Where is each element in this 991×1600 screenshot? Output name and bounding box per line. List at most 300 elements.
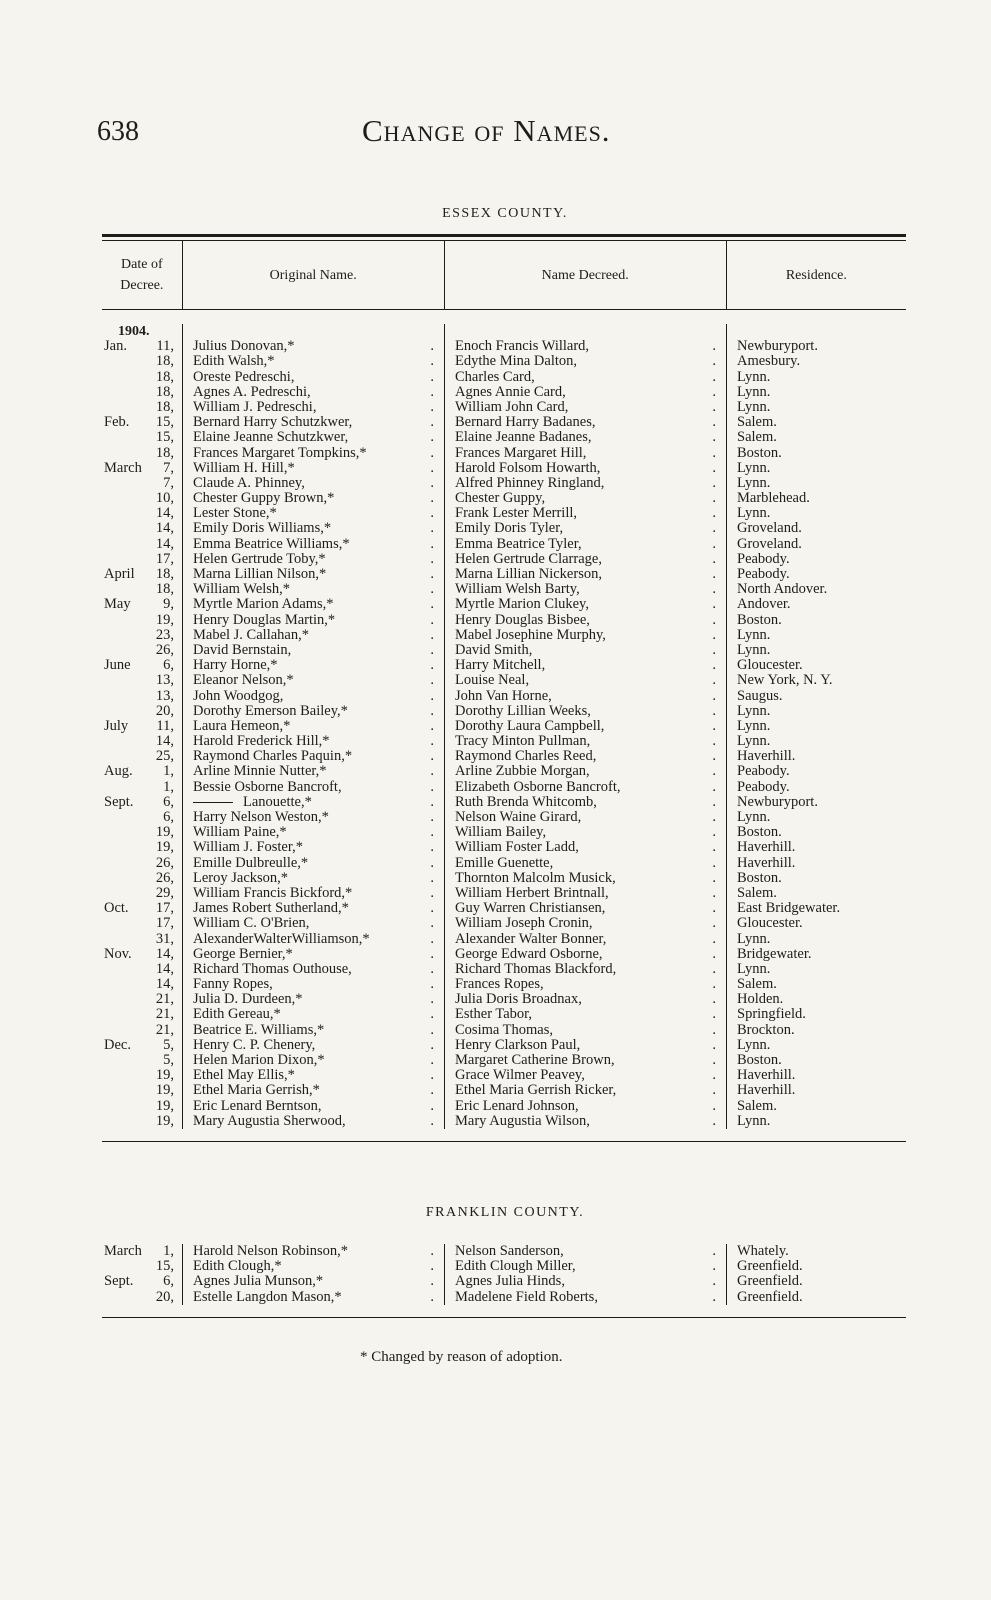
name-decreed: Dorothy Laura Campbell, — [455, 718, 605, 734]
table-row — [727, 491, 906, 506]
name-decreed: Arline Zubbie Morgan, — [455, 764, 590, 780]
table-row — [445, 825, 726, 840]
table-row — [727, 552, 906, 567]
original-name: William Paine,* — [193, 825, 287, 841]
table-row — [445, 385, 726, 400]
original-name: Ethel May Ellis,* — [193, 1068, 295, 1084]
table-row — [445, 977, 726, 992]
table-row — [727, 521, 906, 536]
decree-day: 19, — [155, 1068, 174, 1084]
leader-dot: . — [430, 399, 434, 415]
spacer-row — [727, 324, 906, 339]
table-row — [183, 1053, 444, 1068]
table-row — [727, 1038, 906, 1053]
table-row — [102, 506, 182, 521]
table-row — [183, 1083, 444, 1098]
residence: Lynn. — [737, 460, 771, 476]
residence: Gloucester. — [737, 916, 803, 932]
residence: Salem. — [737, 977, 777, 993]
leader-dot: . — [430, 384, 434, 400]
table-row — [102, 673, 182, 688]
table-row — [445, 1083, 726, 1098]
table-bottom-rule — [102, 1141, 906, 1142]
original-name: Agnes Julia Munson,* — [193, 1274, 324, 1290]
blank-name-rule — [193, 802, 233, 803]
leader-dot: . — [712, 961, 716, 977]
essex-table-body — [102, 310, 906, 1141]
original-name-column — [182, 1244, 444, 1305]
decree-day: 7, — [163, 475, 174, 491]
name-decreed: Agnes Annie Card, — [455, 384, 566, 400]
leader-dot: . — [430, 354, 434, 370]
residence: Saugus. — [737, 688, 783, 704]
decree-day: 14, — [155, 536, 174, 552]
name-decreed: William John Card, — [455, 399, 569, 415]
table-row — [445, 840, 726, 855]
decree-day: 17, — [155, 916, 174, 932]
table-row — [102, 1274, 182, 1289]
decree-day: 21, — [155, 1007, 174, 1023]
table-row — [102, 415, 182, 430]
spacer-row — [183, 324, 444, 339]
decree-day: 17, — [155, 551, 174, 567]
table-row — [102, 370, 182, 385]
leader-dot: . — [430, 445, 434, 461]
table-row — [727, 1259, 906, 1274]
decree-day: 19, — [155, 1113, 174, 1129]
table-row — [102, 704, 182, 719]
table-row — [445, 567, 726, 582]
residence: Lynn. — [737, 703, 771, 719]
residence: Peabody. — [737, 551, 790, 567]
original-name: George Bernier,* — [193, 946, 293, 962]
original-name: William Welsh,* — [193, 582, 291, 598]
original-name: Edith Gereau,* — [193, 1007, 281, 1023]
residence: Salem. — [737, 885, 777, 901]
table-row — [102, 567, 182, 582]
leader-dot: . — [430, 870, 434, 886]
decree-day: 25, — [155, 749, 174, 765]
leader-dot: . — [712, 536, 716, 552]
leader-dot: . — [430, 764, 434, 780]
leader-dot: . — [430, 916, 434, 932]
leader-dot: . — [430, 961, 434, 977]
leader-dot: . — [712, 1113, 716, 1129]
table-row — [727, 992, 906, 1007]
name-decreed: Elaine Jeanne Badanes, — [455, 430, 592, 446]
table-row — [445, 430, 726, 445]
name-decreed: Marna Lillian Nickerson, — [455, 567, 602, 582]
leader-dot: . — [712, 794, 716, 810]
table-row — [102, 476, 182, 491]
decree-day: 6, — [163, 1274, 174, 1290]
decree-day: 19, — [155, 840, 174, 856]
decree-day: 17, — [155, 901, 174, 917]
original-name: Mary Augustia Sherwood, — [193, 1113, 346, 1129]
decree-month: Sept. — [104, 794, 134, 810]
table-row — [183, 1290, 444, 1305]
leader-dot: . — [430, 339, 434, 355]
table-row — [445, 582, 726, 597]
original-name: Elaine Jeanne Schutzkwer, — [193, 430, 349, 446]
decree-month: Aug. — [104, 764, 133, 780]
name-decreed: John Van Horne, — [455, 688, 552, 704]
name-decreed: Henry Clarkson Paul, — [455, 1037, 581, 1053]
table-row — [727, 886, 906, 901]
table-row — [183, 673, 444, 688]
leader-dot: . — [430, 992, 434, 1008]
leader-dot: . — [712, 445, 716, 461]
table-row — [727, 704, 906, 719]
original-name: Agnes A. Pedreschi, — [193, 384, 311, 400]
table-row — [183, 415, 444, 430]
leader-dot: . — [712, 885, 716, 901]
table-row — [445, 886, 726, 901]
table-row — [102, 1023, 182, 1038]
leader-dot: . — [712, 384, 716, 400]
name-decreed: Nelson Sanderson, — [455, 1244, 564, 1259]
leader-dot: . — [430, 1022, 434, 1038]
name-decreed: William Joseph Cronin, — [455, 916, 593, 932]
table-row — [445, 1290, 726, 1305]
decree-day: 18, — [155, 369, 174, 385]
original-name: William J. Pedreschi, — [193, 399, 317, 415]
table-row — [183, 658, 444, 673]
table-row — [183, 1244, 444, 1259]
name-decreed: Emille Guenette, — [455, 855, 554, 871]
name-decreed: Emily Doris Tyler, — [455, 521, 564, 537]
table-row — [102, 856, 182, 871]
table-row — [183, 491, 444, 506]
residence: Haverhill. — [737, 1068, 796, 1084]
leader-dot: . — [430, 460, 434, 476]
original-name: Henry C. P. Chenery, — [193, 1037, 316, 1053]
leader-dot: . — [430, 946, 434, 962]
original-name: Bessie Osborne Bancroft, — [193, 779, 342, 795]
leader-dot: . — [430, 551, 434, 567]
residence-column — [726, 324, 906, 1129]
leader-dot: . — [712, 977, 716, 993]
table-row — [102, 932, 182, 947]
name-decreed: Charles Card, — [455, 369, 535, 385]
name-decreed: Guy Warren Christiansen, — [455, 901, 606, 917]
original-name: Laura Hemeon,* — [193, 718, 291, 734]
leader-dot: . — [430, 779, 434, 795]
leader-dot: . — [712, 658, 716, 674]
name-decreed: Frank Lester Merrill, — [455, 506, 578, 522]
original-name: Estelle Langdon Mason,* — [193, 1289, 342, 1305]
table-row — [445, 1007, 726, 1022]
table-row — [727, 613, 906, 628]
table-row — [102, 825, 182, 840]
leader-dot: . — [712, 597, 716, 613]
leader-dot: . — [712, 551, 716, 567]
leader-dot: . — [712, 339, 716, 355]
decree-day: 26, — [155, 855, 174, 871]
table-row — [727, 476, 906, 491]
table-row — [727, 1007, 906, 1022]
decree-month: March — [104, 1244, 142, 1259]
leader-dot: . — [712, 734, 716, 750]
decree-month: April — [104, 567, 135, 582]
residence: Greenfield. — [737, 1259, 803, 1275]
table-row — [183, 886, 444, 901]
name-decreed: Margaret Catherine Brown, — [455, 1053, 615, 1068]
table-row — [727, 628, 906, 643]
residence: Whately. — [737, 1244, 789, 1259]
name-decreed: William Welsh Barty, — [455, 582, 580, 598]
header-date-of-decree: Date of Decree. — [120, 257, 164, 293]
table-row — [183, 1274, 444, 1289]
leader-dot: . — [712, 1053, 716, 1068]
residence: Lynn. — [737, 810, 771, 825]
leader-dot: . — [712, 567, 716, 582]
header-name-decreed: Name Decreed. — [444, 241, 726, 309]
residence: Haverhill. — [737, 840, 796, 856]
leader-dot: . — [430, 718, 434, 734]
table-row — [445, 415, 726, 430]
table-top-rule — [102, 234, 906, 237]
residence: Boston. — [737, 445, 782, 461]
decree-month: Dec. — [104, 1037, 131, 1053]
leader-dot: . — [712, 521, 716, 537]
table-row — [445, 643, 726, 658]
decree-day: 14, — [155, 946, 174, 962]
leader-dot: . — [712, 992, 716, 1008]
original-name: Beatrice E. Williams,* — [193, 1022, 325, 1038]
original-name: Ethel Maria Gerrish,* — [193, 1083, 320, 1099]
leader-dot: . — [430, 855, 434, 871]
decree-day: 31, — [155, 931, 174, 947]
leader-dot: . — [430, 673, 434, 689]
table-row — [183, 916, 444, 931]
leader-dot: . — [712, 916, 716, 932]
table-row — [445, 749, 726, 764]
table-row — [102, 947, 182, 962]
original-name: Oreste Pedreschi, — [193, 369, 295, 385]
table-row — [727, 1274, 906, 1289]
leader-dot: . — [712, 1037, 716, 1053]
decree-day: 15, — [155, 1259, 174, 1275]
original-name: Harry Horne,* — [193, 658, 278, 674]
franklin-table-body — [102, 1236, 906, 1317]
name-decreed: David Smith, — [455, 642, 533, 658]
residence: Lynn. — [737, 1113, 771, 1129]
table-row — [102, 613, 182, 628]
table-row — [445, 446, 726, 461]
table-row — [727, 1114, 906, 1129]
table-row — [183, 476, 444, 491]
original-name: Harold Nelson Robinson,* — [193, 1244, 349, 1259]
residence: Lynn. — [737, 961, 771, 977]
decree-day: 29, — [155, 885, 174, 901]
leader-dot: . — [430, 734, 434, 750]
table-row — [102, 840, 182, 855]
leader-dot: . — [712, 1289, 716, 1305]
table-row — [727, 1053, 906, 1068]
leader-dot: . — [430, 749, 434, 765]
table-row — [727, 1068, 906, 1083]
decree-day: 13, — [155, 673, 174, 689]
leader-dot: . — [430, 597, 434, 613]
name-decreed: Myrtle Marion Clukey, — [455, 597, 589, 613]
table-row — [183, 947, 444, 962]
residence: Boston. — [737, 825, 782, 841]
table-row — [727, 871, 906, 886]
leader-dot: . — [430, 1244, 434, 1259]
leader-dot: . — [712, 627, 716, 643]
decree-day: 15, — [155, 430, 174, 446]
leader-dot: . — [430, 582, 434, 598]
table-row — [727, 840, 906, 855]
leader-dot: . — [712, 749, 716, 765]
residence: Greenfield. — [737, 1274, 803, 1290]
residence: Boston. — [737, 612, 782, 628]
table-row — [727, 1290, 906, 1305]
leader-dot: . — [712, 870, 716, 886]
name-decreed: Harold Folsom Howarth, — [455, 460, 601, 476]
running-title: Change of Names. — [362, 113, 611, 148]
table-row — [102, 780, 182, 795]
name-decreed: Elizabeth Osborne Bancroft, — [455, 779, 621, 795]
leader-dot: . — [430, 901, 434, 917]
decree-day: 5, — [163, 1037, 174, 1053]
name-decreed: Bernard Harry Badanes, — [455, 415, 596, 431]
name-decreed: Raymond Charles Reed, — [455, 749, 597, 765]
original-name: AlexanderWalterWilliamson,* — [193, 931, 370, 947]
spacer-row — [445, 324, 726, 339]
table-row — [102, 461, 182, 476]
franklin-table — [102, 1236, 906, 1318]
leader-dot: . — [430, 1007, 434, 1023]
name-decreed: Edythe Mina Dalton, — [455, 354, 578, 370]
table-row — [183, 339, 444, 354]
decree-day: 6, — [163, 794, 174, 810]
name-decreed: Agnes Julia Hinds, — [455, 1274, 565, 1290]
original-name: Myrtle Marion Adams,* — [193, 597, 334, 613]
table-row — [183, 370, 444, 385]
table-row — [102, 886, 182, 901]
original-name: Edith Walsh,* — [193, 354, 275, 370]
leader-dot: . — [712, 840, 716, 856]
table-row — [445, 689, 726, 704]
decree-month: May — [104, 597, 131, 613]
table-row — [727, 385, 906, 400]
table-row — [102, 764, 182, 779]
decree-day: 5, — [163, 1053, 174, 1068]
leader-dot: . — [430, 1083, 434, 1099]
original-name: Raymond Charles Paquin,* — [193, 749, 353, 765]
table-row — [102, 643, 182, 658]
table-row — [727, 643, 906, 658]
table-row — [445, 932, 726, 947]
table-row — [183, 446, 444, 461]
table-row — [445, 597, 726, 612]
leader-dot: . — [712, 673, 716, 689]
table-row — [102, 521, 182, 536]
residence: Amesbury. — [737, 354, 801, 370]
table-row — [727, 370, 906, 385]
name-decreed: Ruth Brenda Whitcomb, — [455, 794, 597, 810]
essex-table — [102, 234, 906, 1142]
table-row — [727, 582, 906, 597]
name-decreed: William Bailey, — [455, 825, 547, 841]
residence: Marblehead. — [737, 491, 810, 507]
original-name: Leroy Jackson,* — [193, 870, 289, 886]
residence: Lynn. — [737, 642, 771, 658]
leader-dot: . — [430, 612, 434, 628]
residence: Brockton. — [737, 1022, 795, 1038]
table-row — [727, 795, 906, 810]
name-decreed: Helen Gertrude Clarrage, — [455, 551, 602, 567]
table-row — [102, 962, 182, 977]
table-bottom-rule — [102, 1317, 906, 1318]
table-row — [183, 552, 444, 567]
table-row — [102, 1053, 182, 1068]
leader-dot: . — [430, 506, 434, 522]
decree-month: July — [104, 718, 129, 734]
table-row — [102, 795, 182, 810]
table-row — [445, 339, 726, 354]
table-row — [183, 962, 444, 977]
table-row — [727, 916, 906, 931]
decree-day: 1, — [163, 779, 174, 795]
table-row — [183, 901, 444, 916]
table-row — [445, 1114, 726, 1129]
decree-day: 7, — [163, 460, 174, 476]
residence: Lynn. — [737, 1037, 771, 1053]
table-row — [727, 339, 906, 354]
table-row — [445, 1274, 726, 1289]
name-decreed: Alexander Walter Bonner, — [455, 931, 607, 947]
page-number: 638 — [97, 116, 139, 147]
table-row — [445, 673, 726, 688]
table-row — [727, 1083, 906, 1098]
table-row — [445, 491, 726, 506]
residence: Salem. — [737, 1098, 777, 1114]
decree-day: 19, — [155, 825, 174, 841]
table-row — [183, 1023, 444, 1038]
original-name: Richard Thomas Outhouse, — [193, 961, 352, 977]
table-row — [183, 1259, 444, 1274]
leader-dot: . — [430, 658, 434, 674]
table-row — [183, 749, 444, 764]
decree-day: 18, — [155, 582, 174, 598]
table-row — [445, 947, 726, 962]
table-row — [183, 689, 444, 704]
table-row — [102, 1244, 182, 1259]
leader-dot: . — [712, 430, 716, 446]
name-decreed: Emma Beatrice Tyler, — [455, 536, 582, 552]
leader-dot: . — [712, 475, 716, 491]
leader-dot: . — [430, 688, 434, 704]
table-row — [102, 385, 182, 400]
residence: Lynn. — [737, 369, 771, 385]
decree-day: 1, — [163, 764, 174, 780]
leader-dot: . — [430, 1274, 434, 1290]
table-row — [183, 1007, 444, 1022]
decree-day: 21, — [155, 992, 174, 1008]
residence: Andover. — [737, 597, 791, 613]
table-row — [727, 856, 906, 871]
decree-month: Sept. — [104, 1274, 134, 1290]
table-row — [445, 658, 726, 673]
residence: Gloucester. — [737, 658, 803, 674]
table-row — [183, 704, 444, 719]
table-row — [183, 825, 444, 840]
original-name: Harry Nelson Weston,* — [193, 810, 329, 825]
original-name: William H. Hill,* — [193, 460, 295, 476]
